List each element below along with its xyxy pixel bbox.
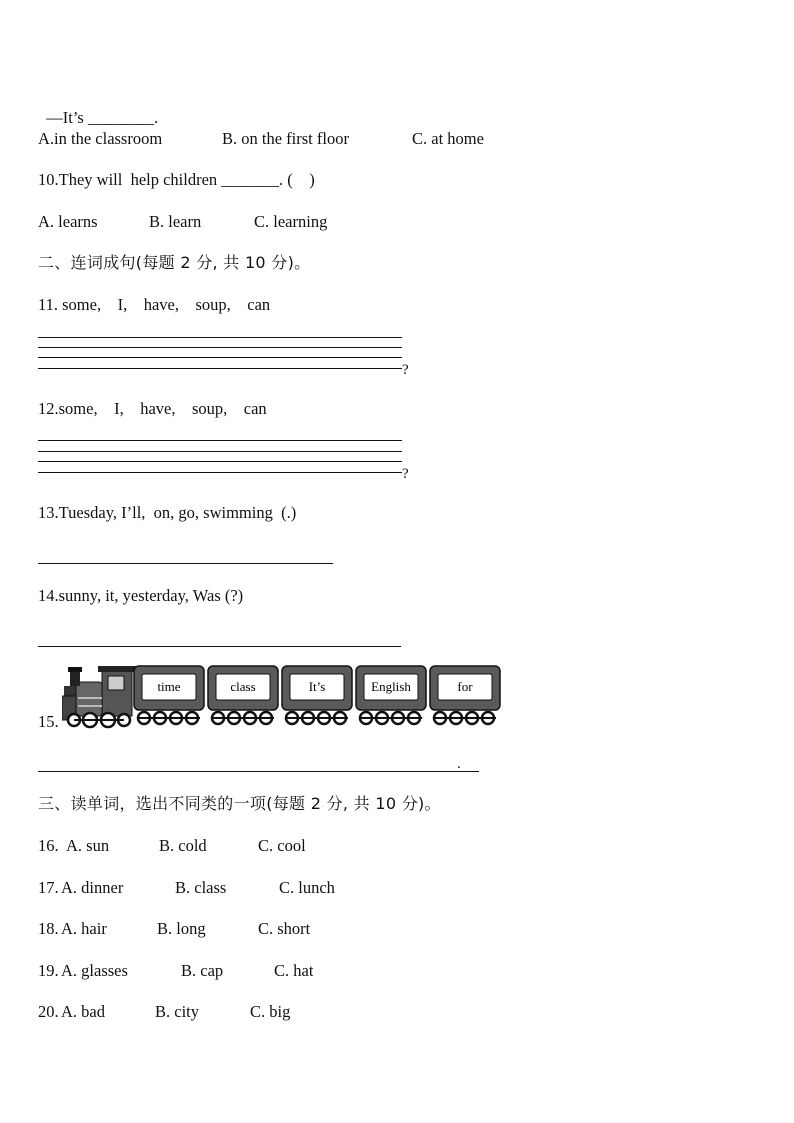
train-word-label: English (371, 679, 411, 694)
q9-answer-blank[interactable]: ________ (87, 108, 154, 127)
q20-number: 20. (38, 1002, 59, 1021)
q12-writing-line[interactable] (38, 451, 402, 452)
q20-option-b[interactable]: B. city (155, 1002, 199, 1021)
q11-writing-line[interactable] (38, 368, 402, 369)
q20-option-c[interactable]: C. big (250, 1002, 291, 1021)
q17-option-c[interactable]: C. lunch (279, 878, 335, 897)
q11-stem: 11. some, I, have, soup, can (38, 295, 271, 314)
q10-option-b[interactable]: B. learn (149, 212, 202, 231)
q18-option-b[interactable]: B. long (157, 919, 206, 938)
train-word-label: for (457, 679, 473, 694)
q11-writing-line[interactable] (38, 347, 402, 348)
q17-option-b[interactable]: B. class (175, 878, 227, 897)
q13-stem: 13.Tuesday, I’ll, on, go, swimming (.) (38, 503, 297, 522)
q11-writing-line[interactable] (38, 337, 402, 338)
q18-number: 18. (38, 919, 59, 938)
q10-option-c[interactable]: C. learning (254, 212, 328, 231)
q12-writing-line[interactable] (38, 461, 402, 462)
q16-option-c[interactable]: C. cool (258, 836, 306, 855)
q9-option-c[interactable]: C. at home (412, 129, 484, 148)
train-car (282, 666, 352, 724)
q18-option-c[interactable]: C. short (258, 919, 311, 938)
q11-writing-line[interactable] (38, 357, 402, 358)
section-3-heading: 三、读单词，选出不同类的一项(每题 2 分, 共 10 分)。 (38, 794, 441, 813)
q17-number: 17. (38, 878, 59, 897)
locomotive-icon (62, 666, 136, 727)
q9-answer-line (38, 88, 158, 128)
q14-answer-line[interactable] (38, 646, 401, 647)
q16-option-a[interactable]: A. sun (66, 836, 110, 855)
q15-answer-line[interactable] (38, 771, 479, 772)
section-2-heading: 二、连词成句(每题 2 分, 共 10 分)。 (38, 253, 311, 272)
q19-option-c[interactable]: C. hat (274, 961, 314, 980)
train-car (356, 666, 426, 724)
q15-number: 15. (38, 712, 59, 731)
train-word-label: time (157, 679, 181, 694)
q9-option-a[interactable]: A.in the classroom (38, 129, 163, 148)
q10-option-a[interactable]: A. learns (38, 212, 98, 231)
q16-number: 16. (38, 836, 63, 855)
train-word-label: It’s (308, 679, 326, 694)
train-car (430, 666, 500, 724)
q18-option-a[interactable]: A. hair (61, 919, 107, 938)
q15-end-mark: . (457, 756, 461, 772)
q12-question-mark: ? (402, 466, 409, 482)
q16-option-b[interactable]: B. cold (159, 836, 207, 855)
q9-answer-prefix: —It’s (46, 108, 88, 127)
q11-question-mark: ? (402, 362, 409, 378)
q13-answer-line[interactable] (38, 563, 333, 564)
q10-stem: 10.They will help children _______. ( ) (38, 170, 315, 189)
q9-answer-end: . (153, 108, 159, 127)
train-car (134, 666, 204, 724)
train-car (208, 666, 278, 724)
q19-option-a[interactable]: A. glasses (61, 961, 128, 980)
q17-option-a[interactable]: A. dinner (61, 878, 124, 897)
q20-option-a[interactable]: A. bad (61, 1002, 105, 1021)
q9-option-b[interactable]: B. on the first floor (222, 129, 349, 148)
q14-stem: 14.sunny, it, yesterday, Was (?) (38, 586, 244, 605)
word-train (62, 664, 504, 730)
q12-writing-line[interactable] (38, 440, 402, 441)
train-word-label: class (230, 679, 256, 694)
q12-writing-line[interactable] (38, 472, 402, 473)
q12-stem: 12.some, I, have, soup, can (38, 399, 267, 418)
q19-option-b[interactable]: B. cap (181, 961, 224, 980)
q19-number: 19. (38, 961, 59, 980)
